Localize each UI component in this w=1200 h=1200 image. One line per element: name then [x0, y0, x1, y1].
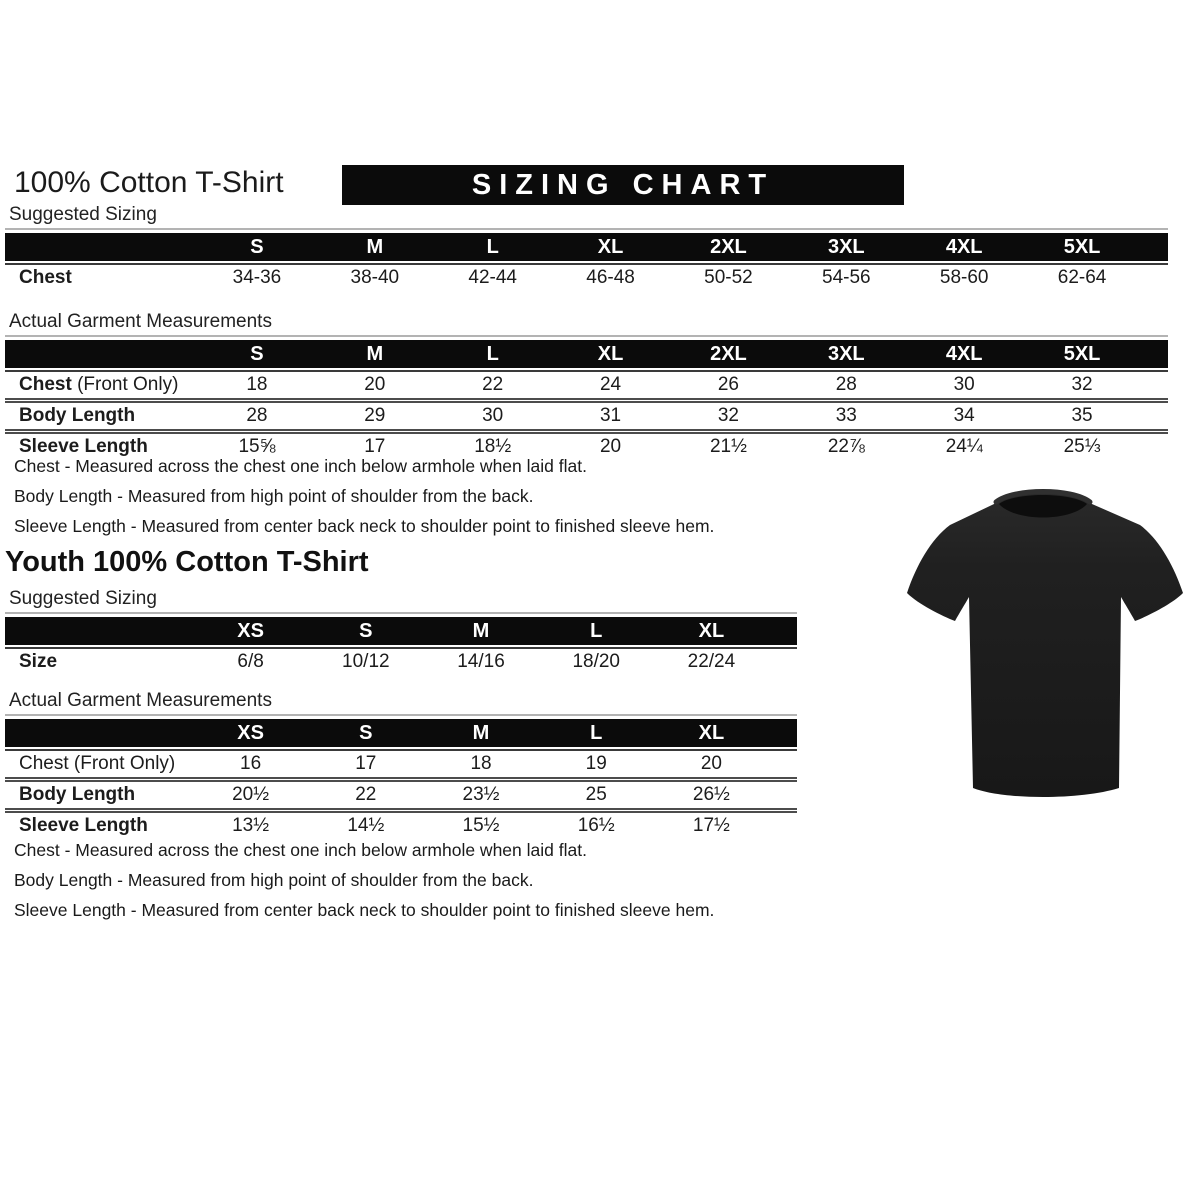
table-cell: 25⅓: [1063, 436, 1101, 457]
table-cell: 24: [599, 374, 622, 395]
table-header-row: [5, 617, 797, 645]
column-header: 2XL: [710, 235, 747, 258]
table-cell: 18: [470, 753, 492, 774]
column-header: S: [359, 619, 373, 642]
column-header: M: [366, 235, 384, 258]
table-cell: 28: [246, 405, 268, 426]
measurement-note: Sleeve Length - Measured from center back neck to shoulder point to finished sleeve hem.: [14, 900, 715, 920]
section-label-suggested-sizing: Suggested Sizing: [5, 588, 797, 614]
column-header: XL: [597, 235, 624, 258]
column-header: XL: [698, 721, 725, 744]
table-cell: 22/24: [687, 651, 736, 672]
table-cell: 22: [482, 374, 504, 395]
section-label-suggested-sizing: Suggested Sizing: [5, 204, 1168, 230]
table-cell: 58-60: [939, 267, 989, 288]
column-header: M: [472, 721, 490, 744]
row-label: Size: [19, 651, 58, 672]
table-header-row: [5, 340, 1168, 368]
column-header: S: [250, 342, 264, 365]
table-cell: 31: [599, 405, 622, 426]
table-cell: 26: [717, 374, 739, 395]
table-cell: 16½: [577, 815, 615, 836]
row-label: Sleeve Length: [19, 815, 148, 836]
adult-garment-measurements-section: [5, 311, 1168, 460]
row-label: Chest (Front Only): [19, 753, 176, 774]
column-header: L: [590, 721, 603, 744]
measurement-note: Chest - Measured across the chest one inch below armhole when laid flat.: [14, 456, 587, 476]
tshirt-body-shape: [907, 491, 1183, 797]
table-cell: 17½: [692, 815, 730, 836]
table-cell: 34-36: [232, 267, 282, 288]
table-row: [5, 751, 797, 777]
row-label: Sleeve Length: [19, 436, 148, 457]
column-header: 4XL: [945, 342, 983, 365]
column-header: XS: [237, 721, 264, 744]
table-cell: 14½: [347, 815, 385, 836]
column-header: XL: [597, 342, 624, 365]
table-cell: 24¼: [945, 436, 983, 457]
table-cell: 32: [717, 405, 739, 426]
table-cell: 29: [364, 405, 386, 426]
table-cell: 23½: [462, 784, 500, 805]
column-header: 3XL: [827, 235, 865, 258]
table-cell: 20: [364, 374, 386, 395]
adult-measurement-notes: [14, 456, 714, 546]
column-header: 5XL: [1063, 342, 1101, 365]
table-cell: 20½: [232, 784, 270, 805]
table-cell: 13½: [232, 815, 270, 836]
row-label: Chest (Front Only): [19, 374, 179, 395]
youth-garment-measurements-table: [5, 719, 797, 839]
table-cell: 54-56: [822, 267, 871, 288]
table-cell: 46-48: [586, 267, 635, 288]
section-label-actual-measurements: Actual Garment Measurements: [5, 311, 1168, 337]
table-cell: 50-52: [704, 267, 753, 288]
table-cell: 17: [364, 436, 386, 457]
row-label: Body Length: [19, 405, 136, 426]
column-header: S: [250, 235, 264, 258]
table-cell: 38-40: [350, 267, 400, 288]
youth-suggested-sizing-table: [5, 617, 797, 675]
youth-measurement-notes: [14, 840, 714, 930]
table-row: [5, 265, 1168, 291]
table-cell: 17: [355, 753, 377, 774]
column-header: L: [590, 619, 603, 642]
column-header: S: [359, 721, 373, 744]
sizing-chart-banner: SIZING CHART: [342, 165, 904, 205]
column-header: M: [366, 342, 384, 365]
column-header: L: [486, 342, 499, 365]
table-cell: 42-44: [468, 267, 517, 288]
table-cell: 25: [585, 784, 607, 805]
column-header: 4XL: [945, 235, 983, 258]
table-cell: 33: [835, 405, 857, 426]
adult-section-title: 100% Cotton T-Shirt: [14, 166, 284, 199]
table-row: [5, 649, 797, 675]
adult-suggested-sizing-section: [5, 204, 1168, 291]
table-cell: 21½: [709, 436, 747, 457]
table-cell: 35: [1071, 405, 1093, 426]
column-header: M: [472, 619, 490, 642]
table-cell: 15⅝: [238, 436, 276, 457]
column-header: XL: [698, 619, 725, 642]
table-cell: 18/20: [572, 651, 620, 672]
measurement-note: Body Length - Measured from high point of shoulder from the back.: [14, 870, 534, 890]
table-row: [5, 808, 797, 839]
adult-suggested-sizing-table: [5, 233, 1168, 291]
table-cell: 18½: [474, 436, 512, 457]
table-cell: 62-64: [1057, 267, 1107, 288]
table-row: [5, 398, 1168, 429]
table-cell: 22⅞: [827, 436, 865, 457]
table-cell: 28: [835, 374, 857, 395]
measurement-note: Body Length - Measured from high point of shoulder from the back.: [14, 486, 534, 506]
table-cell: 14/16: [457, 651, 505, 672]
column-header: L: [486, 235, 499, 258]
table-cell: 20: [599, 436, 622, 457]
table-cell: 16: [240, 753, 262, 774]
table-cell: 22: [355, 784, 377, 805]
row-label: Chest: [19, 267, 72, 288]
table-cell: 19: [585, 753, 607, 774]
column-header: 3XL: [827, 342, 865, 365]
adult-garment-measurements-table: [5, 340, 1168, 460]
row-label: Body Length: [19, 784, 136, 805]
column-header: XS: [237, 619, 264, 642]
section-label-actual-measurements: Actual Garment Measurements: [5, 690, 797, 716]
column-header: 2XL: [710, 342, 747, 365]
youth-garment-measurements-section: [5, 690, 797, 839]
measurement-note: Chest - Measured across the chest one inch below armhole when laid flat.: [14, 840, 587, 860]
table-cell: 30: [482, 405, 504, 426]
table-cell: 6/8: [237, 651, 264, 672]
table-cell: 34: [953, 405, 975, 426]
table-cell: 32: [1071, 374, 1093, 395]
table-cell: 30: [953, 374, 975, 395]
measurement-note: Sleeve Length - Measured from center back neck to shoulder point to finished sleeve hem.: [14, 516, 715, 536]
black-tshirt-image: [893, 462, 1193, 807]
table-row: [5, 777, 797, 808]
table-cell: 15½: [462, 815, 500, 836]
column-header: 5XL: [1063, 235, 1101, 258]
table-cell: 26½: [692, 784, 730, 805]
table-cell: 20: [700, 753, 722, 774]
table-cell: 18: [246, 374, 268, 395]
table-cell: 10/12: [342, 651, 390, 672]
table-header-row: [5, 233, 1168, 261]
table-header-row: [5, 719, 797, 747]
youth-section-title: Youth 100% Cotton T-Shirt: [5, 546, 369, 578]
youth-suggested-sizing-section: [5, 588, 797, 675]
table-row: [5, 372, 1168, 398]
